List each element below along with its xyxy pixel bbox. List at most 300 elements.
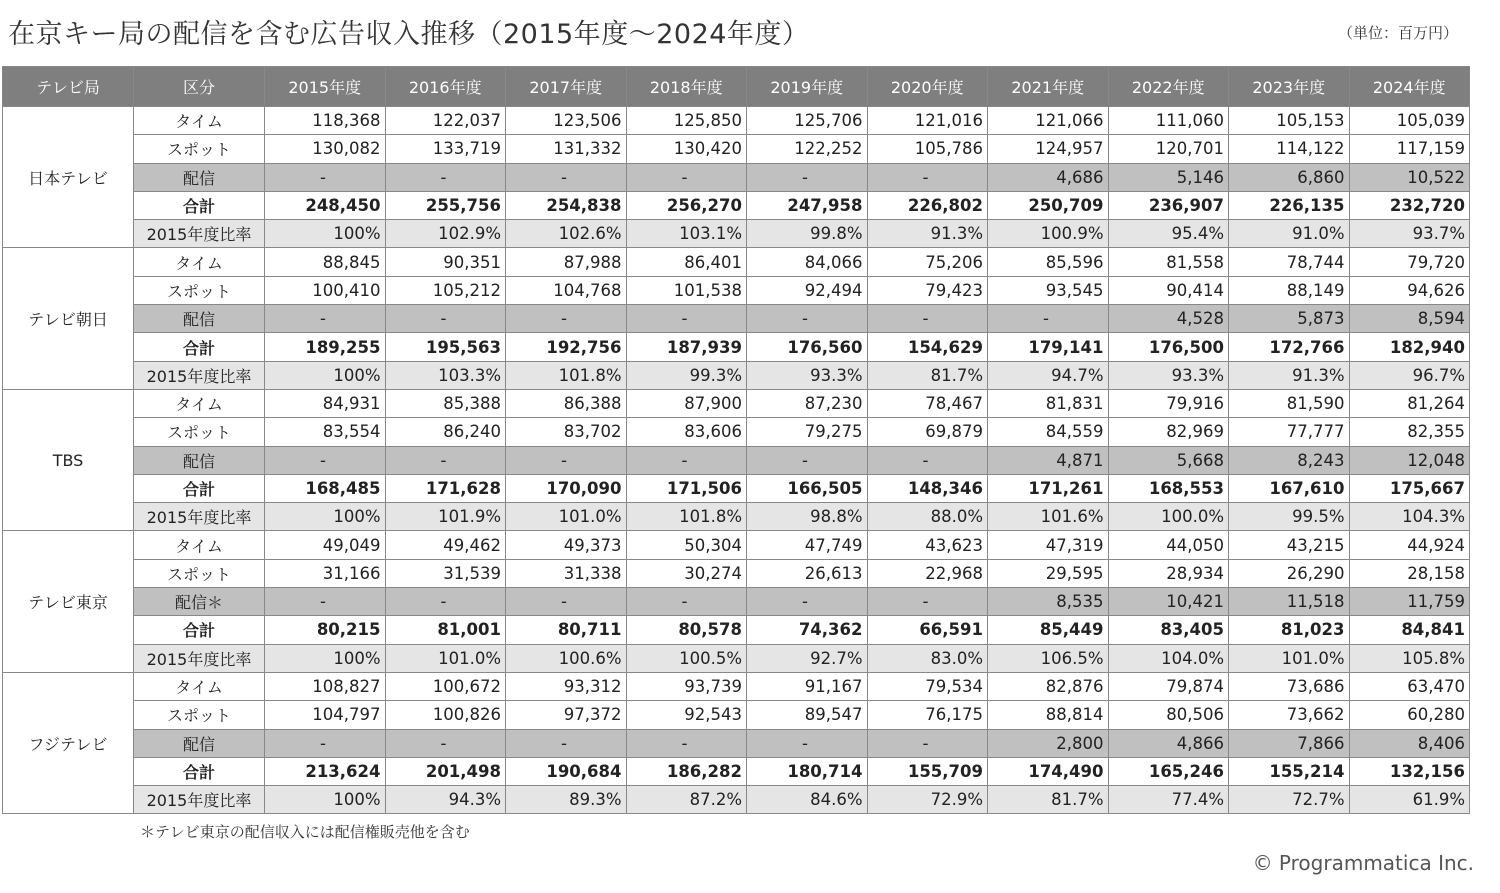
value-cell: 83,554: [265, 418, 386, 446]
table-body: [3, 107, 1470, 814]
value-cell: 101.0%: [506, 503, 627, 531]
value-cell: 11,759: [1349, 588, 1470, 616]
table-row: [3, 474, 1470, 502]
value-cell: 8,243: [1229, 446, 1350, 474]
value-cell: 100%: [265, 361, 386, 389]
value-cell: 81,264: [1349, 389, 1470, 417]
station-name: TBS: [3, 389, 134, 530]
value-cell: -: [867, 163, 988, 191]
value-cell: 87,988: [506, 248, 627, 276]
value-cell: 155,709: [867, 757, 988, 785]
page-title: 在京キー局の配信を含む広告収入推移（2015年度〜2024年度）: [8, 19, 810, 50]
value-cell: 122,252: [747, 135, 868, 163]
value-cell: 66,591: [867, 616, 988, 644]
value-cell: 30,274: [626, 559, 747, 587]
value-cell: 43,215: [1229, 531, 1350, 559]
value-cell: 103.3%: [385, 361, 506, 389]
value-cell: 81.7%: [988, 786, 1109, 814]
value-cell: 80,506: [1108, 701, 1229, 729]
value-cell: 101.6%: [988, 503, 1109, 531]
column-header: 2017年度: [506, 67, 627, 107]
value-cell: 189,255: [265, 333, 386, 361]
value-cell: 232,720: [1349, 191, 1470, 219]
value-cell: 80,215: [265, 616, 386, 644]
column-header: 2024年度: [1349, 67, 1470, 107]
value-cell: 63,470: [1349, 672, 1470, 700]
value-cell: 171,628: [385, 474, 506, 502]
value-cell: 99.3%: [626, 361, 747, 389]
value-cell: 78,467: [867, 389, 988, 417]
value-cell: 94,626: [1349, 276, 1470, 304]
table-row: [3, 701, 1470, 729]
value-cell: 226,802: [867, 191, 988, 219]
value-cell: 95.4%: [1108, 220, 1229, 248]
value-cell: 82,355: [1349, 418, 1470, 446]
value-cell: 103.1%: [626, 220, 747, 248]
value-cell: 5,873: [1229, 305, 1350, 333]
table-row: [3, 163, 1470, 191]
value-cell: 85,449: [988, 616, 1109, 644]
value-cell: 88,149: [1229, 276, 1350, 304]
column-header: 2018年度: [626, 67, 747, 107]
table-row: [3, 418, 1470, 446]
value-cell: 92.7%: [747, 644, 868, 672]
value-cell: 170,090: [506, 474, 627, 502]
column-header: 2020年度: [867, 67, 988, 107]
table-row: [3, 135, 1470, 163]
value-cell: 2,800: [988, 729, 1109, 757]
value-cell: 28,934: [1108, 559, 1229, 587]
unit-label: （単位：百万円）: [1337, 24, 1458, 42]
table-row: [3, 389, 1470, 417]
value-cell: 186,282: [626, 757, 747, 785]
category-label: タイム: [134, 107, 265, 135]
value-cell: 91.3%: [1229, 361, 1350, 389]
value-cell: 87,230: [747, 389, 868, 417]
value-cell: 98.8%: [747, 503, 868, 531]
value-cell: 121,066: [988, 107, 1109, 135]
column-header: 2023年度: [1229, 67, 1350, 107]
value-cell: 172,766: [1229, 333, 1350, 361]
column-header: 2019年度: [747, 67, 868, 107]
value-cell: 84,841: [1349, 616, 1470, 644]
category-label: 合計: [134, 616, 265, 644]
value-cell: 4,528: [1108, 305, 1229, 333]
value-cell: 187,939: [626, 333, 747, 361]
value-cell: 100%: [265, 220, 386, 248]
category-label: スポット: [134, 276, 265, 304]
category-label: タイム: [134, 248, 265, 276]
value-cell: 101.8%: [626, 503, 747, 531]
table-row: [3, 305, 1470, 333]
value-cell: 171,506: [626, 474, 747, 502]
value-cell: 4,871: [988, 446, 1109, 474]
value-cell: -: [867, 588, 988, 616]
value-cell: 171,261: [988, 474, 1109, 502]
value-cell: 101.8%: [506, 361, 627, 389]
value-cell: 105.8%: [1349, 644, 1470, 672]
value-cell: 176,500: [1108, 333, 1229, 361]
value-cell: 256,270: [626, 191, 747, 219]
value-cell: 131,332: [506, 135, 627, 163]
value-cell: 133,719: [385, 135, 506, 163]
value-cell: 77.4%: [1108, 786, 1229, 814]
value-cell: 82,969: [1108, 418, 1229, 446]
column-header: 2016年度: [385, 67, 506, 107]
table-row: [3, 786, 1470, 814]
value-cell: 78,744: [1229, 248, 1350, 276]
value-cell: 94.7%: [988, 361, 1109, 389]
value-cell: 29,595: [988, 559, 1109, 587]
station-name: テレビ東京: [3, 531, 134, 672]
value-cell: -: [747, 588, 868, 616]
value-cell: 92,543: [626, 701, 747, 729]
category-label: 配信: [134, 163, 265, 191]
value-cell: 49,373: [506, 531, 627, 559]
value-cell: 104.3%: [1349, 503, 1470, 531]
value-cell: 87,900: [626, 389, 747, 417]
value-cell: 31,338: [506, 559, 627, 587]
category-label: タイム: [134, 389, 265, 417]
category-label: タイム: [134, 672, 265, 700]
value-cell: 132,156: [1349, 757, 1470, 785]
column-header: 2021年度: [988, 67, 1109, 107]
value-cell: -: [265, 729, 386, 757]
value-cell: -: [506, 163, 627, 191]
value-cell: 83,702: [506, 418, 627, 446]
value-cell: 82,876: [988, 672, 1109, 700]
table-row: [3, 446, 1470, 474]
value-cell: 176,560: [747, 333, 868, 361]
value-cell: 8,535: [988, 588, 1109, 616]
value-cell: 94.3%: [385, 786, 506, 814]
value-cell: 92,494: [747, 276, 868, 304]
value-cell: 254,838: [506, 191, 627, 219]
category-label: 2015年度比率: [134, 503, 265, 531]
value-cell: 83,606: [626, 418, 747, 446]
value-cell: 90,414: [1108, 276, 1229, 304]
table-row: [3, 276, 1470, 304]
value-cell: 88,845: [265, 248, 386, 276]
value-cell: 83.0%: [867, 644, 988, 672]
table-row: [3, 588, 1470, 616]
value-cell: -: [626, 163, 747, 191]
column-header: テレビ局: [3, 67, 134, 107]
category-label: 2015年度比率: [134, 786, 265, 814]
table-row: [3, 531, 1470, 559]
value-cell: 4,686: [988, 163, 1109, 191]
value-cell: 122,037: [385, 107, 506, 135]
value-cell: -: [626, 305, 747, 333]
value-cell: 10,522: [1349, 163, 1470, 191]
value-cell: 84,066: [747, 248, 868, 276]
value-cell: 100%: [265, 503, 386, 531]
value-cell: 86,401: [626, 248, 747, 276]
category-label: スポット: [134, 701, 265, 729]
category-label: 合計: [134, 474, 265, 502]
value-cell: 166,505: [747, 474, 868, 502]
value-cell: 117,159: [1349, 135, 1470, 163]
value-cell: 31,166: [265, 559, 386, 587]
value-cell: 120,701: [1108, 135, 1229, 163]
value-cell: 100.9%: [988, 220, 1109, 248]
value-cell: 4,866: [1108, 729, 1229, 757]
value-cell: 121,016: [867, 107, 988, 135]
value-cell: 101.9%: [385, 503, 506, 531]
category-label: 2015年度比率: [134, 220, 265, 248]
category-label: スポット: [134, 135, 265, 163]
value-cell: 6,860: [1229, 163, 1350, 191]
value-cell: 79,720: [1349, 248, 1470, 276]
value-cell: 91,167: [747, 672, 868, 700]
value-cell: 86,240: [385, 418, 506, 446]
value-cell: 104.0%: [1108, 644, 1229, 672]
category-label: スポット: [134, 418, 265, 446]
value-cell: 250,709: [988, 191, 1109, 219]
value-cell: -: [265, 305, 386, 333]
value-cell: -: [385, 588, 506, 616]
value-cell: 104,768: [506, 276, 627, 304]
category-label: タイム: [134, 531, 265, 559]
value-cell: 87.2%: [626, 786, 747, 814]
value-cell: 88.0%: [867, 503, 988, 531]
value-cell: 105,039: [1349, 107, 1470, 135]
value-cell: 100,410: [265, 276, 386, 304]
category-label: 合計: [134, 333, 265, 361]
table-row: [3, 220, 1470, 248]
value-cell: 93.3%: [747, 361, 868, 389]
value-cell: 83,405: [1108, 616, 1229, 644]
value-cell: 201,498: [385, 757, 506, 785]
table-row: [3, 191, 1470, 219]
category-label: 配信: [134, 305, 265, 333]
value-cell: 85,596: [988, 248, 1109, 276]
value-cell: -: [265, 446, 386, 474]
value-cell: 148,346: [867, 474, 988, 502]
value-cell: 168,553: [1108, 474, 1229, 502]
table-row: [3, 107, 1470, 135]
value-cell: 88,814: [988, 701, 1109, 729]
value-cell: 101.0%: [385, 644, 506, 672]
value-cell: 77,777: [1229, 418, 1350, 446]
value-cell: 105,212: [385, 276, 506, 304]
value-cell: 81.7%: [867, 361, 988, 389]
station-name: 日本テレビ: [3, 107, 134, 248]
value-cell: -: [506, 446, 627, 474]
value-cell: 5,668: [1108, 446, 1229, 474]
category-label: 配信＊: [134, 588, 265, 616]
value-cell: 125,850: [626, 107, 747, 135]
value-cell: 100.5%: [626, 644, 747, 672]
value-cell: 236,907: [1108, 191, 1229, 219]
table-row: [3, 333, 1470, 361]
value-cell: -: [385, 305, 506, 333]
value-cell: -: [506, 588, 627, 616]
value-cell: 167,610: [1229, 474, 1350, 502]
value-cell: 105,786: [867, 135, 988, 163]
value-cell: 105,153: [1229, 107, 1350, 135]
value-cell: 190,684: [506, 757, 627, 785]
category-label: 合計: [134, 757, 265, 785]
value-cell: -: [867, 729, 988, 757]
value-cell: 93,312: [506, 672, 627, 700]
value-cell: 84,559: [988, 418, 1109, 446]
value-cell: -: [506, 305, 627, 333]
value-cell: 93.7%: [1349, 220, 1470, 248]
value-cell: 7,866: [1229, 729, 1350, 757]
value-cell: 50,304: [626, 531, 747, 559]
table-row: [3, 729, 1470, 757]
table-row: [3, 503, 1470, 531]
category-label: 合計: [134, 191, 265, 219]
value-cell: 100,672: [385, 672, 506, 700]
value-cell: -: [265, 588, 386, 616]
category-label: スポット: [134, 559, 265, 587]
value-cell: 61.9%: [1349, 786, 1470, 814]
value-cell: 47,749: [747, 531, 868, 559]
value-cell: 79,423: [867, 276, 988, 304]
category-label: 配信: [134, 446, 265, 474]
value-cell: 100.0%: [1108, 503, 1229, 531]
value-cell: 73,662: [1229, 701, 1350, 729]
value-cell: -: [385, 446, 506, 474]
value-cell: 47,319: [988, 531, 1109, 559]
value-cell: 155,214: [1229, 757, 1350, 785]
category-label: 2015年度比率: [134, 644, 265, 672]
value-cell: -: [747, 446, 868, 474]
value-cell: -: [988, 305, 1109, 333]
value-cell: 248,450: [265, 191, 386, 219]
value-cell: -: [385, 163, 506, 191]
value-cell: 213,624: [265, 757, 386, 785]
value-cell: 84,931: [265, 389, 386, 417]
value-cell: -: [867, 446, 988, 474]
column-header: 2022年度: [1108, 67, 1229, 107]
value-cell: 8,594: [1349, 305, 1470, 333]
value-cell: 97,372: [506, 701, 627, 729]
value-cell: 174,490: [988, 757, 1109, 785]
station-name: フジテレビ: [3, 672, 134, 813]
table-row: [3, 616, 1470, 644]
value-cell: 130,082: [265, 135, 386, 163]
value-cell: 85,388: [385, 389, 506, 417]
value-cell: 91.3%: [867, 220, 988, 248]
value-cell: 100%: [265, 786, 386, 814]
category-label: 2015年度比率: [134, 361, 265, 389]
value-cell: 101.0%: [1229, 644, 1350, 672]
value-cell: 106.5%: [988, 644, 1109, 672]
value-cell: 91.0%: [1229, 220, 1350, 248]
value-cell: 10,421: [1108, 588, 1229, 616]
value-cell: 79,874: [1108, 672, 1229, 700]
value-cell: 22,968: [867, 559, 988, 587]
value-cell: -: [626, 588, 747, 616]
value-cell: 69,879: [867, 418, 988, 446]
header-row: [3, 67, 1470, 107]
value-cell: 154,629: [867, 333, 988, 361]
value-cell: 123,506: [506, 107, 627, 135]
table-row: [3, 559, 1470, 587]
value-cell: 79,916: [1108, 389, 1229, 417]
station-name: テレビ朝日: [3, 248, 134, 389]
value-cell: 8,406: [1349, 729, 1470, 757]
table-row: [3, 361, 1470, 389]
value-cell: 81,001: [385, 616, 506, 644]
value-cell: 28,158: [1349, 559, 1470, 587]
ad-revenue-table: [2, 66, 1470, 814]
column-header: 2015年度: [265, 67, 386, 107]
value-cell: 101,538: [626, 276, 747, 304]
value-cell: 102.6%: [506, 220, 627, 248]
value-cell: 74,362: [747, 616, 868, 644]
value-cell: 179,141: [988, 333, 1109, 361]
value-cell: -: [867, 305, 988, 333]
value-cell: 99.8%: [747, 220, 868, 248]
value-cell: 81,023: [1229, 616, 1350, 644]
table-row: [3, 644, 1470, 672]
value-cell: 182,940: [1349, 333, 1470, 361]
value-cell: 84.6%: [747, 786, 868, 814]
value-cell: 100.6%: [506, 644, 627, 672]
value-cell: 100,826: [385, 701, 506, 729]
value-cell: 80,711: [506, 616, 627, 644]
footnote: ＊テレビ東京の配信収入には配信権販売他を含む: [140, 823, 470, 841]
value-cell: 99.5%: [1229, 503, 1350, 531]
value-cell: 114,122: [1229, 135, 1350, 163]
value-cell: -: [385, 729, 506, 757]
table-row: [3, 757, 1470, 785]
value-cell: 12,048: [1349, 446, 1470, 474]
value-cell: 11,518: [1229, 588, 1350, 616]
value-cell: 100%: [265, 644, 386, 672]
value-cell: 89.3%: [506, 786, 627, 814]
value-cell: 81,558: [1108, 248, 1229, 276]
value-cell: 175,667: [1349, 474, 1470, 502]
table-row: [3, 672, 1470, 700]
category-label: 配信: [134, 729, 265, 757]
value-cell: 96.7%: [1349, 361, 1470, 389]
value-cell: 104,797: [265, 701, 386, 729]
table-row: [3, 248, 1470, 276]
value-cell: 124,957: [988, 135, 1109, 163]
table-header: [3, 67, 1470, 107]
value-cell: 44,924: [1349, 531, 1470, 559]
column-header: 区分: [134, 67, 265, 107]
value-cell: 79,275: [747, 418, 868, 446]
value-cell: 247,958: [747, 191, 868, 219]
value-cell: 90,351: [385, 248, 506, 276]
value-cell: 93,739: [626, 672, 747, 700]
value-cell: -: [747, 163, 868, 191]
value-cell: 79,534: [867, 672, 988, 700]
value-cell: 43,623: [867, 531, 988, 559]
value-cell: 93,545: [988, 276, 1109, 304]
value-cell: 49,049: [265, 531, 386, 559]
value-cell: 226,135: [1229, 191, 1350, 219]
value-cell: 130,420: [626, 135, 747, 163]
value-cell: -: [626, 446, 747, 474]
value-cell: 60,280: [1349, 701, 1470, 729]
value-cell: 125,706: [747, 107, 868, 135]
value-cell: 86,388: [506, 389, 627, 417]
value-cell: -: [747, 305, 868, 333]
value-cell: 180,714: [747, 757, 868, 785]
value-cell: -: [626, 729, 747, 757]
value-cell: 26,290: [1229, 559, 1350, 587]
value-cell: 49,462: [385, 531, 506, 559]
value-cell: 111,060: [1108, 107, 1229, 135]
value-cell: 72.9%: [867, 786, 988, 814]
